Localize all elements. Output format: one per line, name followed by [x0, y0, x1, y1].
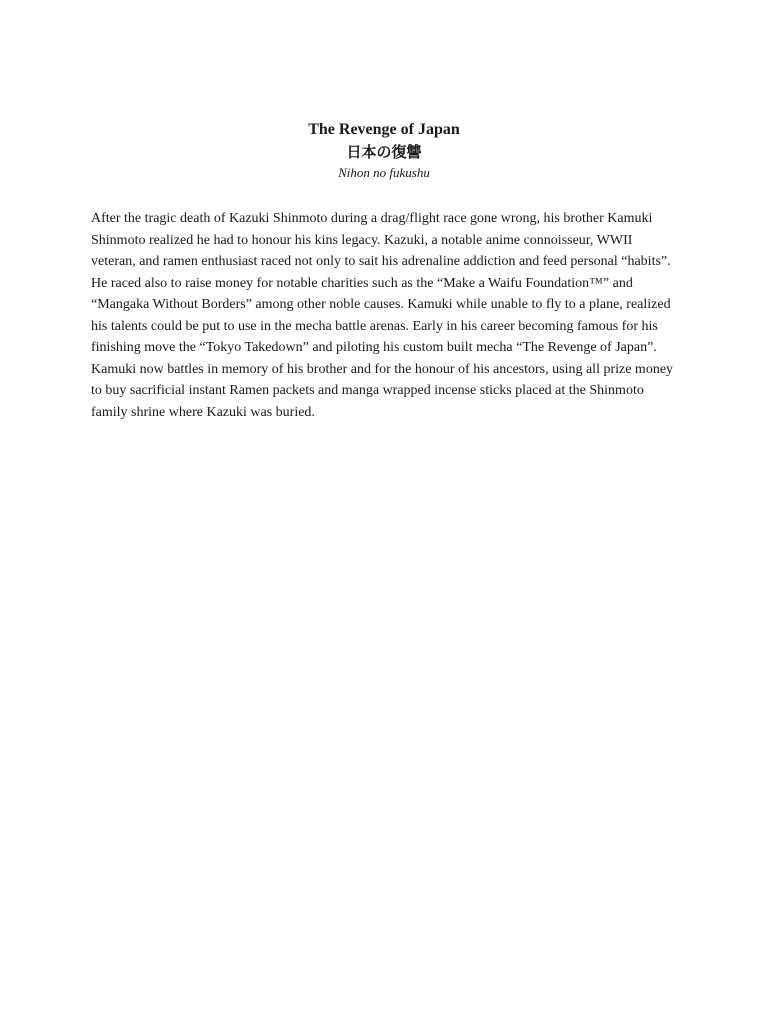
- body-paragraph: After the tragic death of Kazuki Shinmoto during a drag/flight race gone wrong, his brother Kamuki Shinmoto realized he had to honour his kins legacy. Kazuki, a notable anime connoisseur, WWII veteran, and ramen enthusiast raced not only to sait his adrenaline addiction and feed personal “habits”. He raced also to raise money for notable charities such as the “Make a Waifu Foundation™” and “Mangaka Without Borders” among other noble causes. Kamuki while unable to fly to a plane, realized his talents could be put to use in the mecha battle arenas. Early in his career becoming famous for his finishing move the “Tokyo Takedown” and piloting his custom built mecha “The Revenge of Japan”. Kamuki now battles in memory of his brother and for the honour of his ancestors, using all prize money to buy sacrificial instant Ramen packets and manga wrapped incense sticks placed at the Shinmoto family shrine where Kazuki was buried.: [91, 211, 674, 420]
- japanese-title: 日本の復讐: [346, 143, 422, 161]
- document-title: The Revenge of Japan: [308, 121, 460, 138]
- romanized-title: Nihon no fukushu: [338, 165, 430, 180]
- document-header: [0, 119, 768, 183]
